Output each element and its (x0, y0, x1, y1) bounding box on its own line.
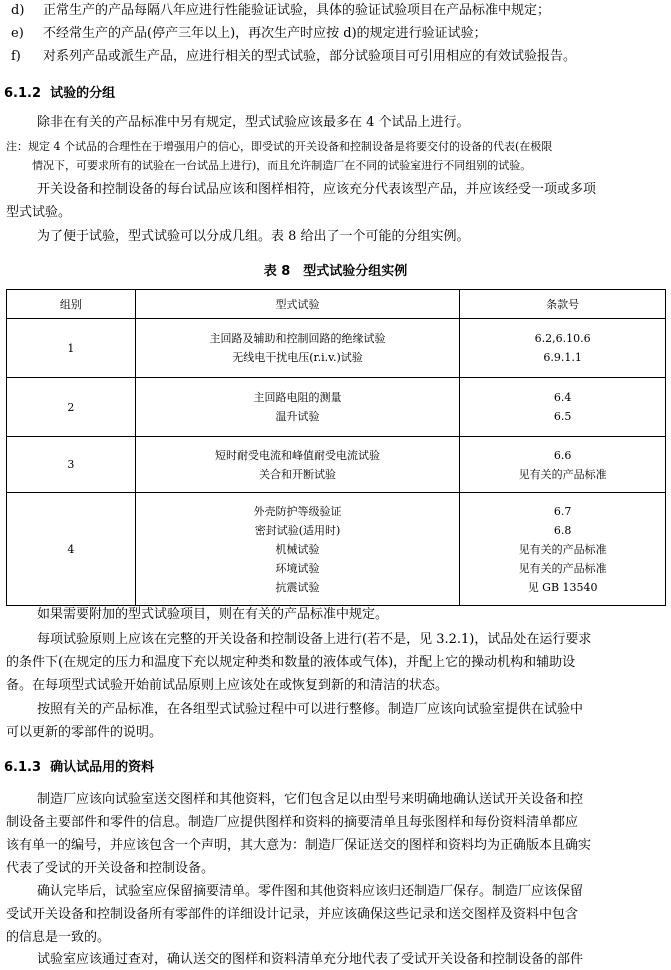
paragraph-line: 可以更新的零部件的说明。 (6, 725, 163, 740)
clause-item: 见 GB 13540 (527, 580, 598, 594)
paragraph: 如果需要附加的型式试验项目，则在有关的产品标准中规定。 (37, 607, 389, 622)
paragraph-line: 代表了受试的开关设备和控制设备。 (6, 861, 215, 876)
test-item: 主回路电阻的测量 (253, 391, 342, 404)
header-clause: 条款号 (460, 290, 666, 319)
paragraph-line: 试验室应该通过查对，确认送交的图样和资料清单充分地代表了受试开关设备和控制设备的部件 (37, 952, 584, 967)
clause-item: 6.4 (553, 391, 572, 404)
table-row (7, 437, 666, 493)
test-item: 外壳防护等级验证 (253, 504, 342, 518)
group-cell: 2 (7, 378, 136, 437)
section-heading-6-1-3 (4, 758, 154, 778)
paragraph: 除非在有关的产品标准中另有规定，型式试验应该最多在 4 个试品上进行。 (37, 115, 470, 130)
clause-item: 见有关的产品标准 (518, 542, 607, 556)
clauses-cell (460, 319, 666, 378)
clause-item: 见有关的产品标准 (518, 561, 607, 575)
list-item-e: 不经常生产的产品(停产三年以上)，再次生产时应按 d)的规定进行验证试验； (43, 26, 487, 41)
header-test: 型式试验 (135, 290, 459, 319)
note-line: 注：规定 4 个试品的合理性在于增强用户的信心，即受试的开关设备和控制设备是将要交付的设备的代表(在极限 (6, 140, 553, 153)
test-item: 关合和开断试验 (259, 467, 337, 481)
clauses-cell (460, 493, 666, 606)
section-number: 6.1.3 (4, 760, 42, 775)
test-item: 短时耐受电流和峰值耐受电流试验 (215, 448, 381, 462)
clause-item: 6.9.1.1 (543, 351, 582, 364)
paragraph: 为了便于试验，型式试验可以分成几组。表 8 给出了一个可能的分组实例。 (37, 229, 470, 244)
section-title: 试验的分组 (50, 86, 116, 101)
test-item: 机械试验 (275, 542, 320, 556)
paragraph-line: 开关设备和控制设备的每台试品应该和图样相符，应该充分代表该型产品，并应该经受一项或多项 (37, 182, 597, 197)
paragraph-line: 制造厂应该向试验室送交图样和其他资料，它们包含足以由型号来明确地确认送试开关设备和控 (37, 792, 584, 807)
tests-cell (135, 319, 459, 378)
test-item: 主回路及辅助和控制回路的绝缘试验 (209, 332, 386, 345)
tests-cell (135, 437, 459, 493)
clause-item: 6.5 (553, 410, 572, 423)
test-item: 密封试验(适用时) (254, 523, 341, 537)
section-title: 确认试品用的资料 (50, 760, 155, 775)
clause-item: 见有关的产品标准 (518, 467, 607, 481)
table-header-row (7, 290, 666, 319)
paragraph-line: 备。在每项型式试验开始前试品原则上应该处在或恢复到新的和清洁的状态。 (6, 678, 449, 693)
paragraph-line: 受试开关设备和控制设备所有零部件的详细设计记录，并应该确保这些记录和送交图样及资料中包含 (6, 907, 579, 922)
group-cell: 3 (7, 437, 136, 493)
clause-item: 6.7 (553, 504, 572, 518)
test-item: 环境试验 (275, 561, 320, 575)
paragraph-line: 制设备主要部件和零件的信息。制造厂应提供图样和资料的摘要清单且每张图样和每份资料清单都应 (6, 815, 579, 830)
paragraph-line: 型式试验。 (6, 205, 72, 220)
table-caption: 表 8 型式试验分组实例 (263, 264, 408, 279)
test-item: 温升试验 (275, 410, 320, 423)
list-item-f: 对系列产品或派生产品，应进行相关的型式试验，部分试验项目可引用相应的有效试验报告。 (43, 49, 577, 64)
paragraph-line: 确认完毕后，试验室应保留摘要清单。零件图和其他资料应该归还制造厂保存。制造厂应该保留 (37, 884, 584, 899)
header-group: 组别 (7, 290, 136, 319)
list-label-f: f) (11, 49, 21, 64)
table-row (7, 378, 666, 437)
paragraph-line: 的条件下(在规定的压力和温度下充以规定种类和数量的液体或气体)，并配上它的操动机构和辅助设 (6, 655, 576, 670)
paragraph-line: 的信息是一致的。 (6, 930, 111, 945)
list-label-d: d) (11, 3, 25, 18)
test-item: 无线电干扰电压(r.i.v.)试验 (232, 351, 363, 364)
list-item-d: 正常生产的产品每隔八年应进行性能验证试验，具体的验证试验项目在产品标准中规定； (43, 3, 551, 18)
tests-cell (135, 378, 459, 437)
tests-cell (135, 493, 459, 606)
paragraph-line: 每项试验原则上应该在完整的开关设备和控制设备上进行(若不是，见 3.2.1)，试品处在运行要求 (37, 632, 592, 647)
clause-item: 6.8 (553, 523, 572, 537)
group-cell: 4 (7, 493, 136, 606)
note-line: 情况下，可要求所有的试验在一台试品上进行)，而且允许制造厂在不同的试验室进行不同组别的试验。 (32, 159, 532, 172)
clauses-cell (460, 437, 666, 493)
test-item: 抗震试验 (275, 580, 320, 594)
section-number: 6.1.2 (4, 86, 42, 101)
clauses-cell (460, 378, 666, 437)
group-cell: 1 (7, 319, 136, 378)
paragraph-line: 该有单一的编号，并应该包含一个声明，其大意为：制造厂保证送交的图样和资料均为正确版本且确实 (6, 838, 592, 853)
paragraph-line: 按照有关的产品标准，在各组型式试验过程中可以进行整修。制造厂应该向试验室提供在试验中 (37, 702, 584, 717)
type-test-group-table (6, 289, 666, 606)
clause-item: 6.6 (553, 448, 572, 462)
table-row (7, 319, 666, 378)
clause-item: 6.2,6.10.6 (534, 332, 591, 345)
section-heading-6-1-2 (4, 84, 115, 104)
table-row (7, 493, 666, 606)
list-label-e: e) (11, 26, 24, 41)
